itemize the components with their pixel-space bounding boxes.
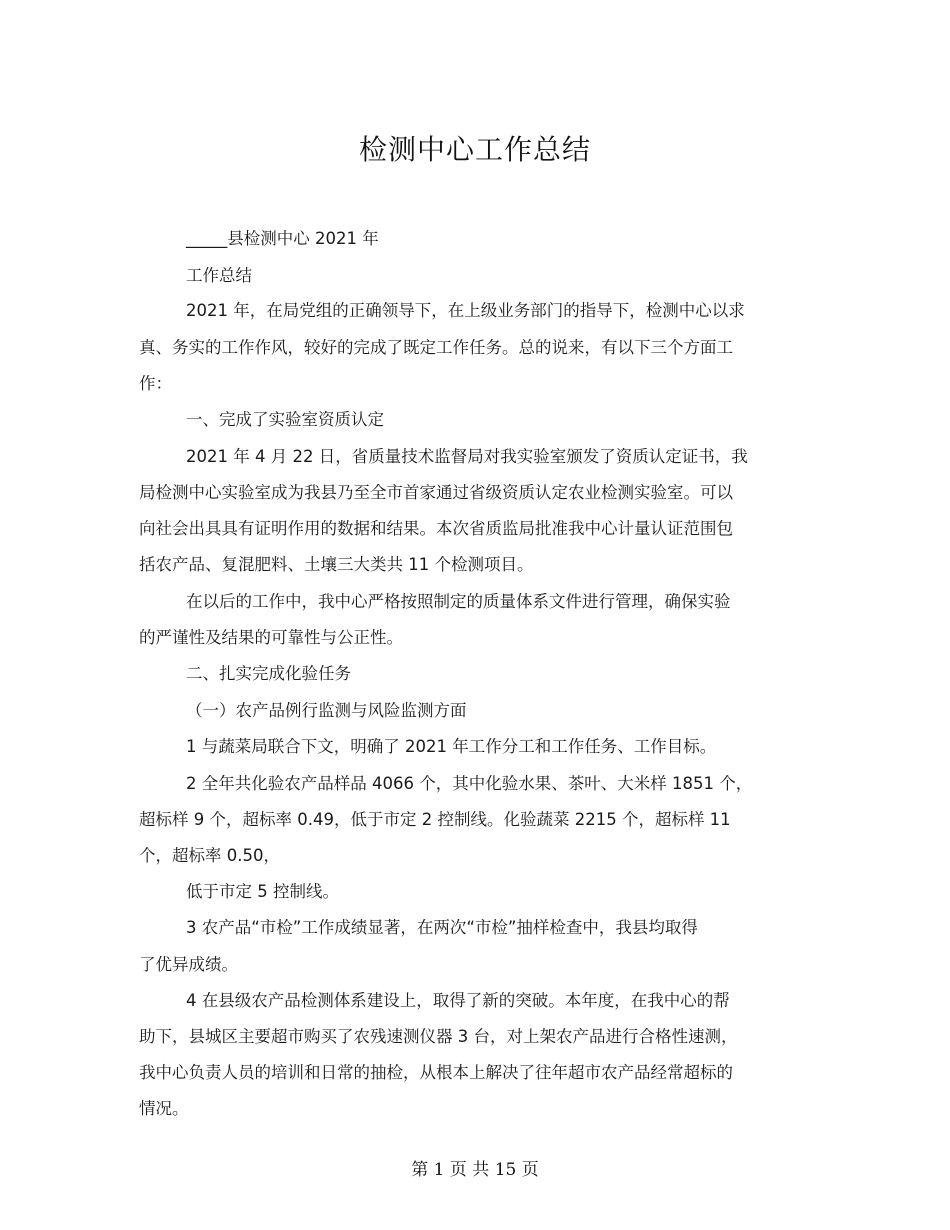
paragraph-line: 3 农产品“市检”工作成绩显著，在两次“市检”抽样检查中，我县均取得 bbox=[186, 918, 698, 937]
paragraph-line: 2 全年共化验农产品样品 4066 个，其中化验水果、茶叶、大米样 1851 个， bbox=[186, 774, 753, 793]
paragraph-line: 真、务实的工作作风，较好的完成了既定工作任务。总的说来，有以下三个方面工 bbox=[139, 338, 733, 357]
section-heading: 一、完成了实验室资质认定 bbox=[186, 410, 384, 429]
paragraph-line: 的严谨性及结果的可靠性与公正性。 bbox=[139, 628, 403, 647]
paragraph-line: 助下，县城区主要超市购买了农残速测仪器 3 台，对上架农产品进行合格性速测， bbox=[139, 1027, 738, 1046]
text-line: _____县检测中心 2021 年 bbox=[186, 229, 379, 248]
paragraph-line: 向社会出具具有证明作用的数据和结果。本次省质监局批准我中心计量认证范围包 bbox=[139, 519, 733, 538]
section-heading: 二、扎实完成化验任务 bbox=[186, 664, 351, 683]
paragraph-line: 作： bbox=[139, 374, 172, 393]
text-line: 工作总结 bbox=[186, 266, 252, 285]
paragraph-line: 4 在县级农产品检测体系建设上，取得了新的突破。本年度，在我中心的帮 bbox=[186, 991, 730, 1010]
document-title: 检测中心工作总结 bbox=[358, 133, 591, 166]
paragraph-line: 超标样 9 个，超标率 0.49，低于市定 2 控制线。化验蔬菜 2215 个，超标样 11 bbox=[139, 810, 731, 829]
paragraph-line: 局检测中心实验室成为我县乃至全市首家通过省级资质认定农业检测实验室。可以 bbox=[139, 483, 733, 502]
paragraph-line: 低于市定 5 控制线。 bbox=[186, 882, 339, 901]
subsection-heading: （一）农产品例行监测与风险监测方面 bbox=[186, 701, 467, 720]
paragraph-line: 括农产品、复混肥料、土壤三大类共 11 个检测项目。 bbox=[139, 555, 534, 574]
paragraph-line: 情况。 bbox=[139, 1099, 189, 1118]
paragraph-line: 在以后的工作中，我中心严格按照制定的质量体系文件进行管理，确保实验 bbox=[186, 592, 731, 611]
paragraph-line: 了优异成绩。 bbox=[139, 955, 238, 974]
page-footer: 第 1 页 共 15 页 bbox=[411, 1160, 539, 1180]
paragraph-line: 2021 年 4 月 22 日，省质量技术监督局对我实验室颁发了资质认定证书，我 bbox=[186, 447, 748, 466]
paragraph-line: 个，超标率 0.50， bbox=[139, 846, 280, 865]
paragraph-line: 2021 年，在局党组的正确领导下，在上级业务部门的指导下，检测中心以求 bbox=[186, 301, 745, 320]
paragraph-line: 1 与蔬菜局联合下文，明确了 2021 年工作分工和工作任务、工作目标。 bbox=[186, 737, 717, 756]
paragraph-line: 我中心负责人员的培训和日常的抽检，从根本上解决了往年超市农产品经常超标的 bbox=[139, 1063, 733, 1082]
